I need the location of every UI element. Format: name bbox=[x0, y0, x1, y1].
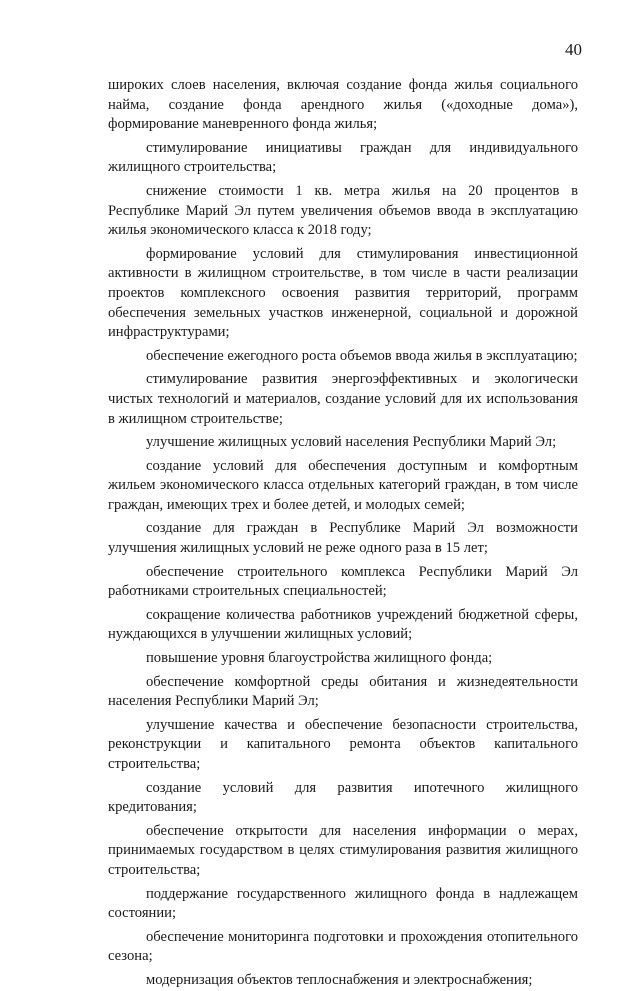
paragraph: создание условий для развития ипотечного жилищного кредитования; bbox=[108, 779, 578, 816]
document-body bbox=[108, 76, 578, 991]
paragraph: обеспечение мониторинга подготовки и прохождения отопительного сезона; bbox=[108, 928, 578, 965]
paragraph: обеспечение ежегодного роста объемов ввода жилья в эксплуатацию; bbox=[146, 347, 578, 364]
paragraph: улучшение качества и обеспечение безопасности строительства, реконструкции и капитального ремонта объектов капитального строительства; bbox=[108, 716, 578, 772]
paragraph: поддержание государственного жилищного фонда в надлежащем состоянии; bbox=[108, 885, 578, 922]
page-number: 40 bbox=[565, 40, 582, 59]
paragraph: обеспечение строительного комплекса Республики Марий Эл работниками строительных специальностей; bbox=[108, 563, 578, 600]
paragraph: формирование условий для стимулирования инвестиционной активности в жилищном строительстве, в том числе в части реализации проектов комплексного освоения развития территорий, программ обеспечения земельных участков инженерной, социальной и дорожной инфраструктурами; bbox=[108, 245, 578, 341]
paragraph: снижение стоимости 1 кв. метра жилья на 20 процентов в Республике Марий Эл путем увеличения объемов ввода в эксплуатацию жилья экономического класса к 2018 году; bbox=[108, 182, 578, 239]
paragraph: обеспечение комфортной среды обитания и жизнедеятельности населения Республики Марий Эл; bbox=[108, 673, 578, 710]
paragraph: сокращение количества работников учреждений бюджетной сферы, нуждающихся в улучшении жилищных условий; bbox=[108, 606, 578, 643]
paragraph: стимулирование развития энергоэффективных и экологически чистых технологий и материалов, создание условий для их использования в жилищном строительстве; bbox=[108, 371, 578, 427]
paragraph: улучшение жилищных условий населения Республики Марий Эл; bbox=[146, 434, 557, 451]
paragraph: создание условий для обеспечения доступным и комфортным жильем экономического класса отдельных категорий граждан, в том числе граждан, имеющих трех и более детей, и молодых семей; bbox=[108, 457, 578, 513]
paragraph: стимулирование инициативы граждан для индивидуального жилищного строительства; bbox=[108, 139, 578, 176]
paragraph: обеспечение открытости для населения информации о мерах, принимаемых государством в целях стимулирования развития жилищного строительства; bbox=[108, 822, 578, 878]
paragraph: модернизация объектов теплоснабжения и электроснабжения; bbox=[146, 971, 533, 988]
paragraph: широких слоев населения, включая создание фонда жилья социального найма, создание фонда арендного жилья («доходные дома»), формирование маневренного фонда жилья; bbox=[108, 77, 578, 133]
paragraph: создание для граждан в Республике Марий Эл возможности улучшения жилищных условий не реже одного раза в 15 лет; bbox=[108, 520, 578, 557]
paragraph: повышение уровня благоустройства жилищного фонда; bbox=[146, 650, 493, 667]
